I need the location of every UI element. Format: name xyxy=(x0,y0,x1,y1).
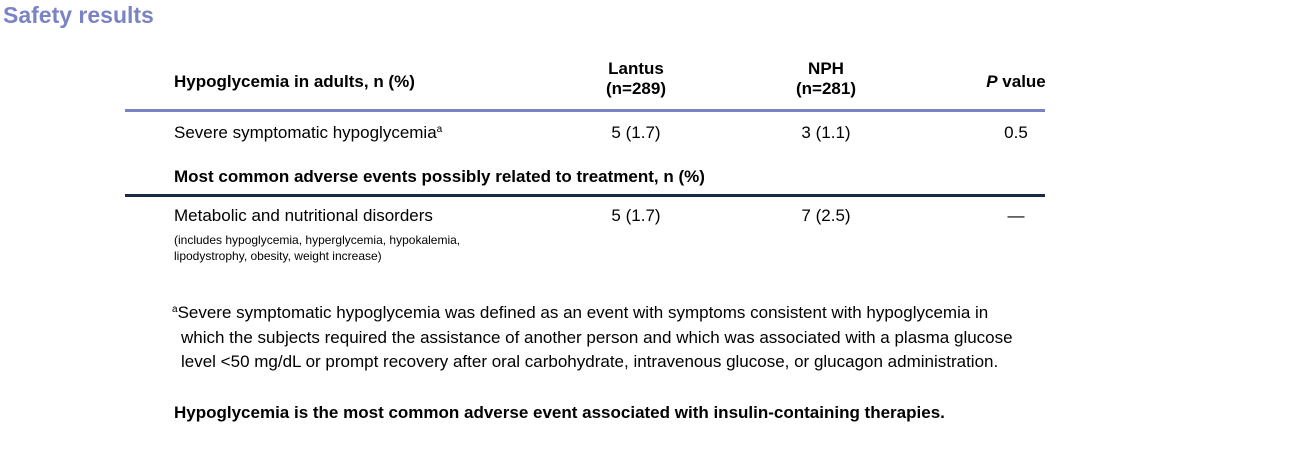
row2-sub2: lipodystrophy, obesity, weight increase) xyxy=(174,249,382,263)
footnote-line1-text: Severe symptomatic hypoglycemia was defined as an event with symptoms consistent with hypoglycemia in xyxy=(177,303,989,322)
header-nph xyxy=(746,59,906,99)
row1-lantus: 5 (1.7) xyxy=(611,123,661,142)
header-lantus xyxy=(556,59,716,99)
row2-p: — xyxy=(1007,206,1025,225)
header-divider xyxy=(125,109,1045,112)
header-nph-name: NPH xyxy=(808,59,844,78)
row2-sub1: (includes hypoglycemia, hyperglycemia, hypokalemia, xyxy=(174,233,461,247)
footnote-line3: level <50 mg/dL or prompt recovery after oral carbohydrate, intravenous glucose, or glucagon administration. xyxy=(181,352,999,371)
row1-label-text: Severe symptomatic hypoglycemia xyxy=(174,123,437,142)
section-divider xyxy=(125,194,1045,197)
section-heading: Most common adverse events possibly related to treatment, n (%) xyxy=(174,167,705,186)
row1-sup: a xyxy=(436,124,443,135)
footnote-sup: a xyxy=(172,304,178,315)
header-p-value xyxy=(936,72,1096,92)
row1-nph: 3 (1.1) xyxy=(801,123,851,142)
header-lantus-n: (n=289) xyxy=(606,79,666,98)
header-lantus-name: Lantus xyxy=(608,59,664,78)
conclusion: Hypoglycemia is the most common adverse event associated with insulin-containing therapies. xyxy=(174,403,945,422)
row2-nph: 7 (2.5) xyxy=(801,206,851,225)
p-rest: value xyxy=(997,72,1046,91)
page-title: Safety results xyxy=(3,2,154,28)
row2-lantus: 5 (1.7) xyxy=(611,206,661,225)
p-italic: P xyxy=(986,72,998,91)
row1-label xyxy=(174,123,442,143)
table-header-label: Hypoglycemia in adults, n (%) xyxy=(174,72,415,91)
row2-label: Metabolic and nutritional disorders xyxy=(174,206,433,225)
footnote-line1 xyxy=(172,303,988,323)
footnote-line2: which the subjects required the assistance of another person and which was associated with a plasma glucose xyxy=(181,328,1013,347)
header-nph-n: (n=281) xyxy=(796,79,856,98)
row1-p: 0.5 xyxy=(1004,123,1028,142)
